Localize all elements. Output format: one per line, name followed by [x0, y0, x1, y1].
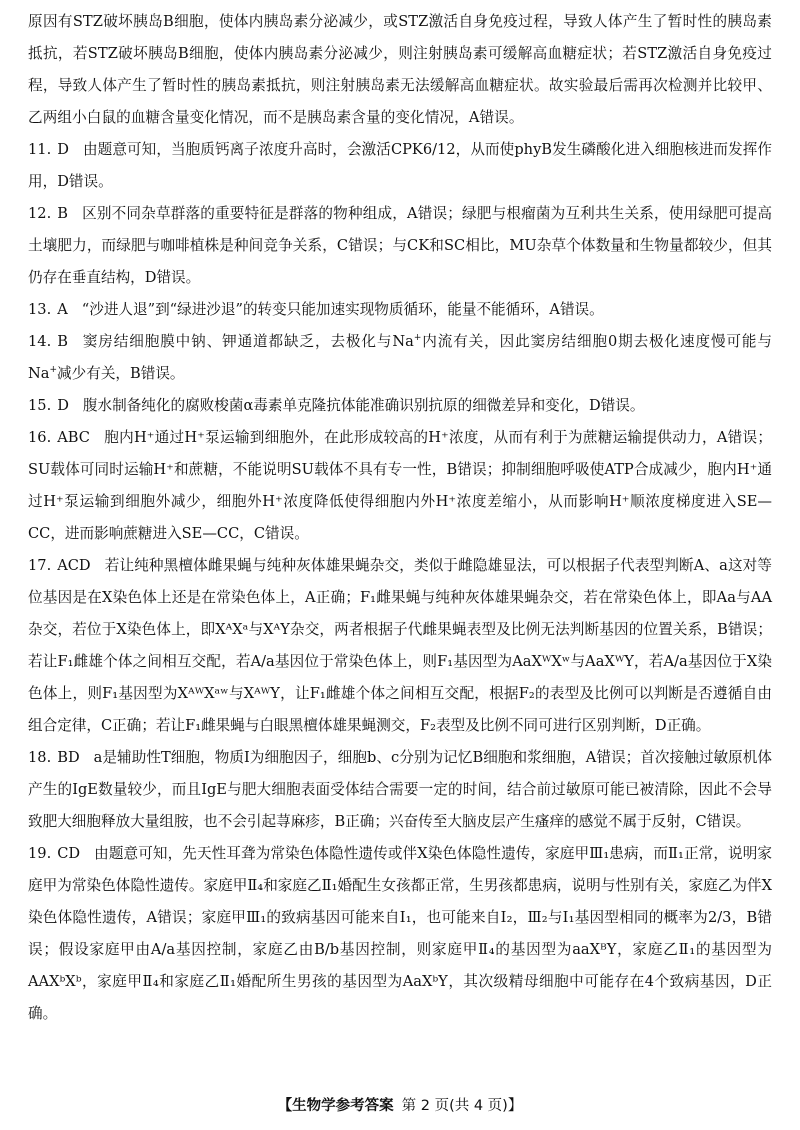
superscript: +: [49, 365, 58, 376]
item-answer: D: [57, 397, 69, 414]
item-answer: B: [57, 333, 68, 350]
superscript: +: [413, 333, 422, 344]
answer-item-11: [28, 134, 772, 198]
item-number: 12.: [28, 205, 52, 222]
item-number: 13.: [28, 301, 52, 318]
item-answer: ACD: [57, 557, 91, 574]
item-answer: D: [57, 141, 69, 158]
footer-title: 【生物学参考答案: [277, 1098, 394, 1114]
item-explanation: 由题意可知，先天性耳聋为常染色体隐性遗传或伴X染色体隐性遗传，家庭甲Ⅲ₁患病，而Ⅱ₁正常，说明家庭甲为常染色体隐性遗传。家庭甲Ⅱ₄和家庭乙Ⅱ₁婚配生女孩都正常，生男孩都患病，说明与性别有关，家庭乙为伴X染色体隐性遗传，A错误；家庭甲Ⅲ₁的致病基因可能来自Ⅰ₁，也可能来自Ⅰ₂，Ⅲ₂与Ⅰ₁基因型相同的概率为2/3，B错误；假设家庭甲由A/a基因控制，家庭乙由B/b基因控制，则家庭甲Ⅱ₄的基因型为aaXᴮY，家庭乙Ⅱ₁的基因型为AAXᵇXᵇ，家庭甲Ⅱ₄和家庭乙Ⅱ₁婚配所生男孩的基因型为AaXᵇY，其次级精母细胞中可能存在4个致病基因，D正确。: [28, 845, 772, 1022]
answer-item-17: [28, 550, 772, 742]
answer-item-13: [28, 294, 772, 326]
answer-item-12: [28, 198, 772, 294]
item-number: 15.: [28, 397, 52, 414]
item-answer: BD: [57, 749, 80, 766]
item-explanation: 区别不同杂草群落的重要特征是群落的物种组成，A错误；绿肥与根瘤菌为互利共生关系，使用绿肥可提高土壤肥力，而绿肥与咖啡植株是种间竞争关系，C错误；与CK和SC相比，MU杂草个体数量和生物量都较少，但其仍存在垂直结构，D错误。: [28, 205, 772, 286]
item-explanation: 胞内H⁺通过H⁺泵运输到细胞外，在此形成较高的H⁺浓度，从而有利于为蔗糖运输提供动力，A错误；SU载体可同时运输H⁺和蔗糖，不能说明SU载体不具有专一性，B错误；抑制细胞呼吸使ATP合成减少，胞内H⁺通过H⁺泵运输到细胞外减少，细胞外H⁺浓度降低使得细胞内外H⁺浓度差缩小，从而影响H⁺顺浓度梯度进入SE—CC，进而影响蔗糖进入SE—CC，C错误。: [28, 429, 772, 542]
item-number: 19.: [28, 845, 52, 862]
item-explanation-part1: 窦房结细胞膜中钠、钾通道都缺乏，去极化与Na: [81, 333, 414, 350]
item-number: 16.: [28, 429, 52, 446]
item-explanation: 由题意可知，当胞质钙离子浓度升高时，会激活CPK6/12，从而使phyB发生磷酸化进入细胞核进而发挥作用，D错误。: [28, 141, 772, 190]
answer-item-16: [28, 422, 772, 550]
item-answer: CD: [57, 845, 81, 862]
page-footer: [0, 1094, 800, 1115]
item-answer: B: [57, 205, 68, 222]
answer-item-19: [28, 838, 772, 1030]
item-answer: A: [57, 301, 68, 318]
item-explanation: 若让纯种黑檀体雌果蝇与纯种灰体雄果蝇杂交，类似于雌隐雄显法，可以根据子代表型判断A、a这对等位基因是在X染色体上还是在常染色体上，A正确；F₁雌果蝇与纯种灰体雄果蝇杂交，若在常染色体上，即Aa与AA杂交，若位于X染色体上，即XᴬXᵃ与XᴬY杂交，两者根据子代雌果蝇表型及比例无法判断基因的位置关系，B错误；若让F₁雌雄个体之间相互交配，若A/a基因位于常染色体上，则F₁基因型为AaXᵂXʷ与AaXᵂY，若A/a基因位于X染色体上，则F₁基因型为XᴬᵂXᵃʷ与XᴬᵂY，让F₁雌雄个体之间相互交配，根据F₂的表型及比例可以判断是否遵循自由组合定律，C正确；若让F₁雌果蝇与白眼黑檀体雄果蝇测交，F₂表型及比例不同可进行区别判断，D正确。: [28, 557, 772, 734]
footer-page-number: 第 2 页(共 4 页)】: [401, 1098, 523, 1114]
item-answer: ABC: [57, 429, 90, 446]
item-number: 11.: [28, 141, 52, 158]
item-explanation: 腹水制备纯化的腐败梭菌α毒素单克隆抗体能准确识别抗原的细微差异和变化，D错误。: [82, 397, 645, 414]
item-number: 18.: [28, 749, 52, 766]
answer-item-15: [28, 390, 772, 422]
item-number: 14.: [28, 333, 52, 350]
item-explanation: a是辅助性T细胞，物质Ⅰ为细胞因子，细胞b、c分别为记忆B细胞和浆细胞，A错误；首次接触过敏原机体产生的IgE数量较少，而且IgE与肥大细胞表面受体结合需要一定的时间，结合前过敏原可能已被清除，因此不会导致肥大细胞释放大量组胺，也不会引起荨麻疹，B正确；兴奋传至大脑皮层产生瘙痒的感觉不属于反射，C错误。: [28, 749, 772, 830]
intro-paragraph: 原因有STZ破坏胰岛B细胞，使体内胰岛素分泌减少，或STZ激活自身免疫过程，导致人体产生了暂时性的胰岛素抵抗，若STZ破坏胰岛B细胞，使体内胰岛素分泌减少，则注射胰岛素可缓解高血糖症状；若STZ激活自身免疫过程，导致人体产生了暂时性的胰岛素抵抗，则注射胰岛素无法缓解高血糖症状。故实验最后需再次检测并比较甲、乙两组小白鼠的血糖含量变化情况，而不是胰岛素含量的变化情况，A错误。: [28, 13, 772, 126]
item-explanation: “沙进人退”到“绿进沙退”的转变只能加速实现物质循环，能量不能循环，A错误。: [81, 301, 604, 318]
answer-item-18: [28, 742, 772, 838]
item-explanation-part2: 内流有关，因此窦房结细胞0期去极化速度慢可能与Na: [28, 333, 772, 382]
item-number: 17.: [28, 557, 52, 574]
answer-item-14: [28, 326, 772, 390]
item-explanation-part3: 减少有关，B错误。: [57, 365, 185, 382]
